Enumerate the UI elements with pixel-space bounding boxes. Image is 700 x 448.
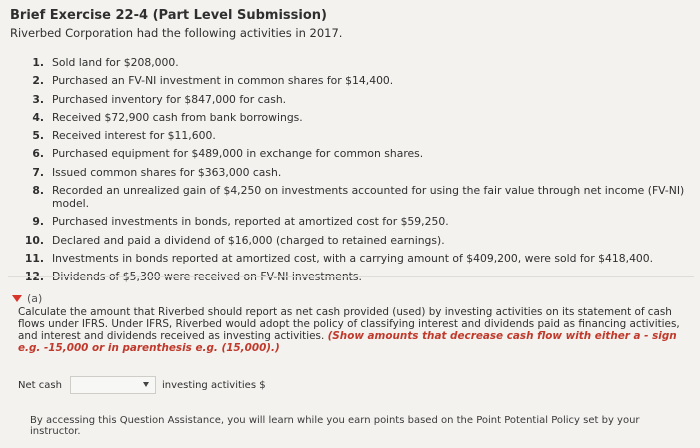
list-item: 4. Received $72,900 cash from bank borrowings. [32,110,303,124]
list-item: 10. Declared and paid a dividend of $16,000 (charged to retained earnings). [24,233,445,247]
dropdown-arrow-icon[interactable] [143,382,149,387]
list-item: 3. Purchased inventory for $847,000 for cash. [32,92,287,106]
list-item: 2. Purchased an FV-NI investment in common shares for $14,400. [32,74,394,88]
activities-list [14,56,694,289]
instructions-hint: (Show amounts that decrease cash flow with either a - sign e.g. -15,000 or in parenthesis e.g. (15,000).) [18,330,677,354]
list-item: 7. Issued common shares for $363,000 cash. [32,165,282,179]
list-item: 1. Sold land for $208,000. [32,56,179,69]
list-item: 12. Dividends of $5,300 were received on FV-NI investments. [24,270,362,284]
instructions-text: Calculate the amount that Riverbed should report as net cash provided (used) by investing activities on its statement of cash flows under IFRS. Under IFRS, Riverbed would adopt the policy of classifying interest and dividends paid as financing activities, and interest and dividends received as investing activities. [18,306,680,342]
net-cash-label: Net cash [18,379,62,391]
cash-direction-select[interactable] [70,376,156,394]
section-divider [8,276,694,277]
investing-activities-label: investing activities $ [162,379,266,391]
collapse-triangle-icon[interactable] [12,295,22,302]
net-cash-row [18,376,266,394]
part-a-toggle[interactable] [12,292,42,305]
list-item: 8. Recorded an unrealized gain of $4,250 on investments accounted for using the fair value through net income (FV-NI) model. [32,184,685,211]
list-item: 5. Received interest for $11,600. [32,129,216,143]
part-a-label: (a) [27,292,43,305]
exercise-header [10,8,342,40]
exercise-subtitle: Riverbed Corporation had the following activities in 2017. [10,26,343,40]
list-item: 11. Investments in bonds reported at amortized cost, with a carrying amount of $409,200, were sold for $418,400. [24,251,654,265]
question-assistance-notice: By accessing this Question Assistance, you will learn while you earn points based on the Point Potential Policy set by your instructor. [30,415,640,437]
list-item: 6. Purchased equipment for $489,000 in exchange for common shares. [32,147,424,161]
exercise-title: Brief Exercise 22-4 (Part Level Submission) [10,8,327,23]
list-item: 9. Purchased investments in bonds, reported at amortized cost for $59,250. [32,215,449,229]
part-a-instructions [18,306,686,354]
